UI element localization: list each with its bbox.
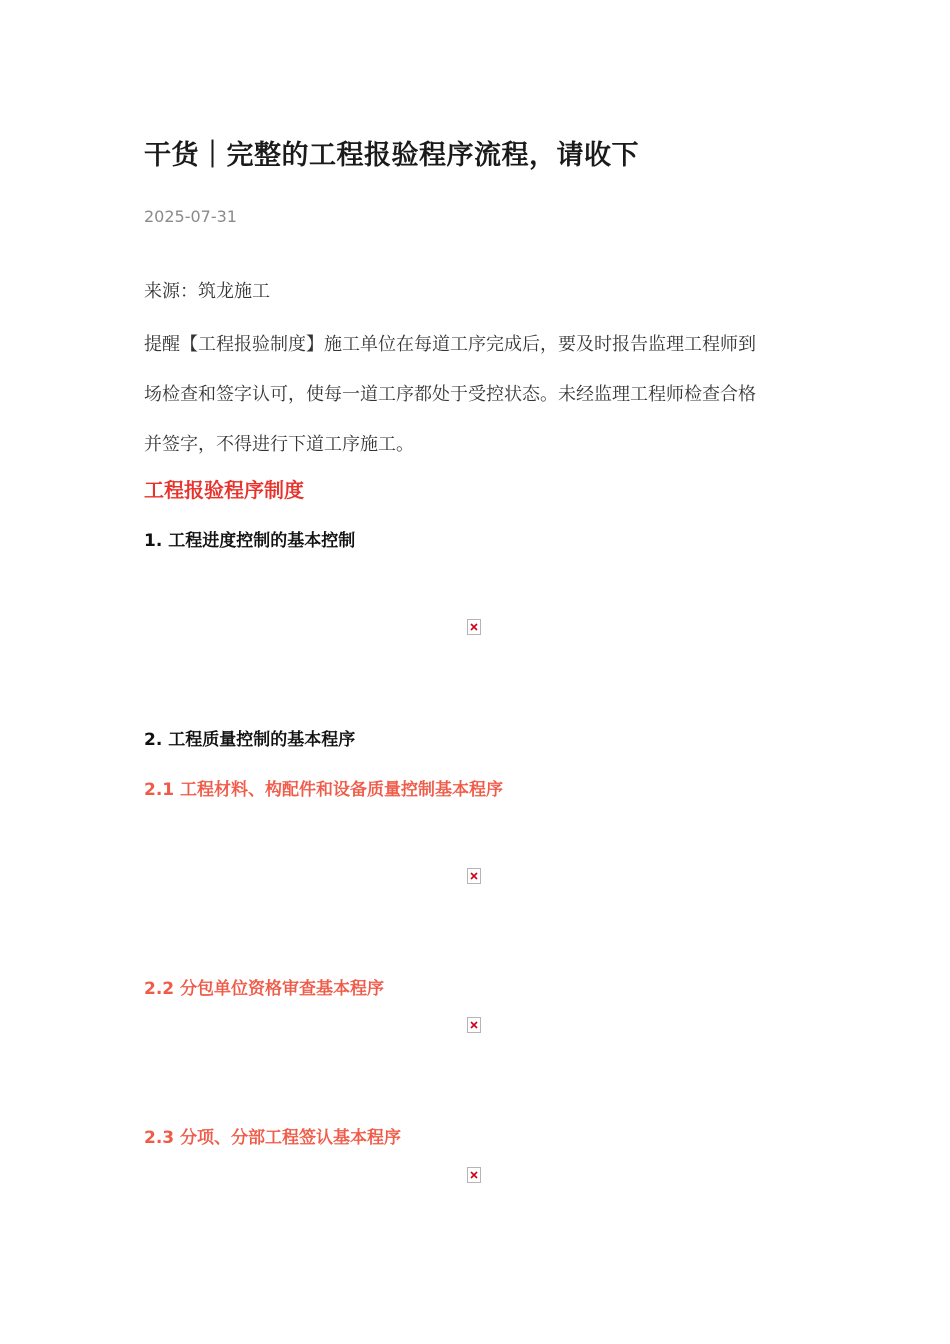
heading-subcontractor-review: 2.2 分包单位资格审查基本程序 [144,979,385,999]
section-heading: 工程报验程序制度 [144,478,304,502]
intro-line: 并签字，不得进行下道工序施工。 [144,434,414,455]
heading-progress-control: 1. 工程进度控制的基本控制 [144,531,356,551]
article-source: 来源：筑龙施工 [144,281,270,302]
broken-image-icon [467,1017,481,1033]
intro-line: 提醒【工程报验制度】施工单位在每道工序完成后，要及时报告监理工程师到 [144,334,756,355]
broken-image-icon [467,619,481,635]
heading-quality-control: 2. 工程质量控制的基本程序 [144,730,356,750]
broken-image-icon [467,868,481,884]
article-title: 干货｜完整的工程报验程序流程，请收下 [144,140,639,171]
publish-date: 2025-07-31 [144,207,237,226]
heading-signoff-procedure: 2.3 分项、分部工程签认基本程序 [144,1128,402,1148]
heading-materials-control: 2.1 工程材料、构配件和设备质量控制基本程序 [144,780,504,800]
intro-paragraph [144,320,806,470]
intro-line: 场检查和签字认可，使每一道工序都处于受控状态。未经监理工程师检查合格 [144,384,756,405]
broken-image-icon [467,1167,481,1183]
